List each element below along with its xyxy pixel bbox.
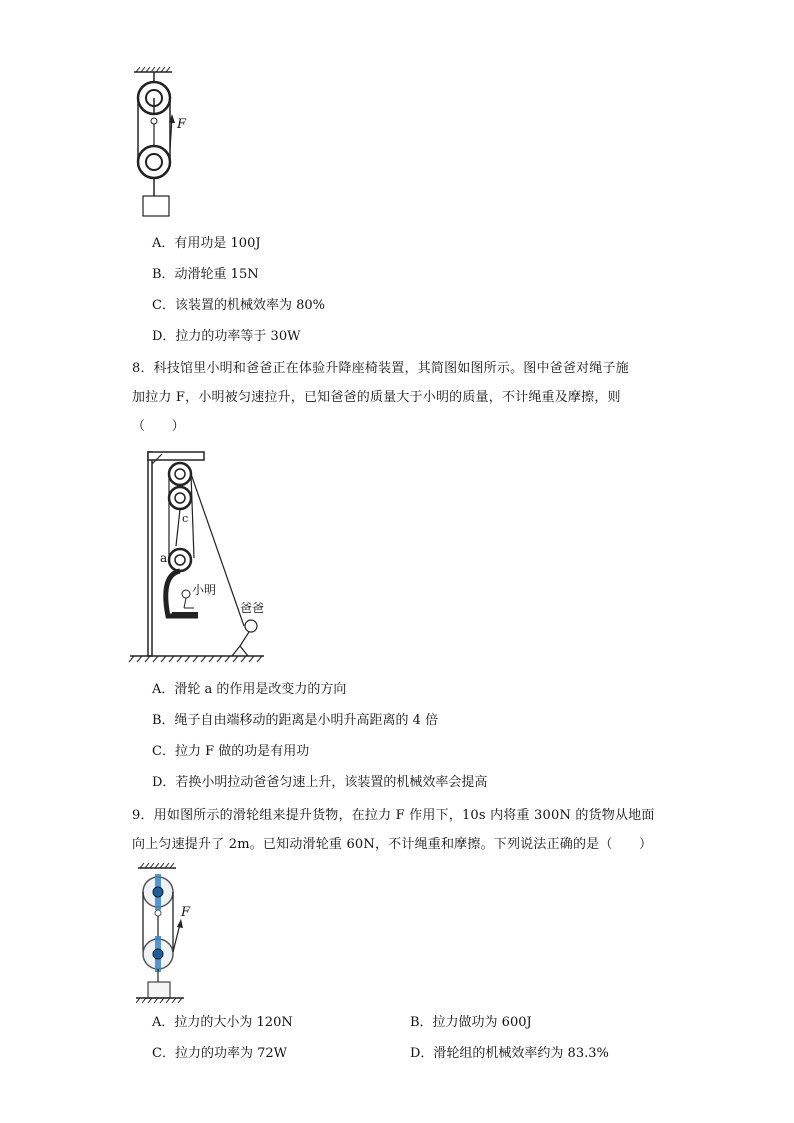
q8-stem [132,354,672,441]
q9-option-a: A．拉力的大小为 120N [152,1015,293,1030]
q9-stem [132,801,672,859]
q8-baba-label: 爸爸 [240,601,265,615]
q8-lift-chair-figure [128,446,268,672]
q8-pulley-a-label: a [160,551,168,565]
q7-force-label: F [177,117,187,132]
q8-option-a: A．滑轮 a 的作用是改变力的方向 [152,682,347,697]
q8-stem-line-2: 加拉力 F，小明被匀速拉升，已知爸爸的质量大于小明的质量，不计绳重及摩擦，则 [132,390,621,405]
q9-option-d: D．滑轮组的机械效率约为 83.3% [410,1046,609,1061]
q8-pulley-c-label: c [182,512,189,525]
q8-stem-line-1: 8．科技馆里小明和爸爸正在体验升降座椅装置，其简图如图所示。图中爸爸对绳子施 [132,361,629,376]
q9-stem-line-1: 9．用如图所示的滑轮组来提升货物，在拉力 F 作用下，10s 内将重 300N 的货物从地面 [132,808,655,823]
q7-option-b: B．动滑轮重 15N [152,267,259,282]
q9-pulley-figure [136,862,206,1004]
q9-force-label: F [181,905,191,920]
q9-option-b: B．拉力做功为 600J [410,1015,532,1030]
q8-xiaoming-label: 小明 [192,583,217,597]
q7-option-c: C．该装置的机械效率为 80% [152,298,325,313]
q8-option-c: C．拉力 F 做的功是有用功 [152,744,310,759]
q7-option-d: D．拉力的功率等于 30W [152,329,301,344]
q8-option-b: B．绳子自由端移动的距离是小明升高距离的 4 倍 [152,713,439,728]
q9-stem-line-2: 向上匀速提升了 2m。已知动滑轮重 60N，不计绳重和摩擦。下列说法正确的是（ ） [132,837,653,852]
q8-option-d: D．若换小明拉动爸爸匀速上升，该装置的机械效率会提高 [152,775,488,790]
q7-pulley-figure [130,66,210,220]
q9-option-c: C．拉力的功率为 72W [152,1046,287,1061]
q8-stem-line-3: （ ） [132,419,185,434]
q7-option-a: A．有用功是 100J [152,236,261,251]
